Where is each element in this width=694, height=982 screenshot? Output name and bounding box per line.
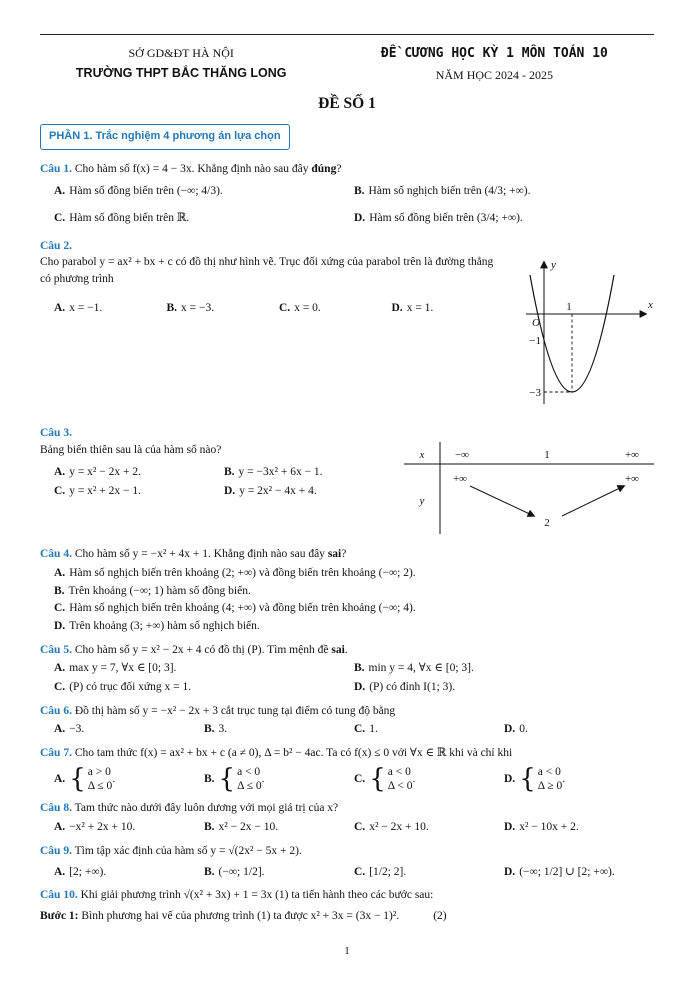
- option-tail: .: [112, 772, 116, 785]
- question-3-body: [40, 442, 654, 540]
- option-c: [279, 300, 392, 317]
- option-c: [54, 483, 224, 500]
- option-letter: A.: [54, 301, 66, 314]
- x-neg-infinity: −∞: [454, 448, 470, 461]
- option-text: y = −3x² + 6x − 1.: [238, 466, 323, 479]
- option-letter: B.: [224, 466, 235, 479]
- option-letter: D.: [504, 772, 516, 785]
- option-letter: B.: [204, 821, 215, 834]
- option-b: [224, 464, 394, 481]
- question-7-stem: [40, 745, 654, 762]
- option-d: [504, 819, 654, 836]
- var-x: x: [419, 448, 425, 461]
- option-a: [54, 765, 204, 794]
- part1-label-box: PHẦN 1. Trắc nghiệm 4 phương án lựa chọn: [40, 124, 290, 150]
- stem-text: Cho hàm số y = −x² + 4x + 1. Khẳng định nào sau đây: [74, 548, 328, 561]
- option-letter: D.: [504, 821, 516, 834]
- option-letter: D.: [54, 620, 66, 633]
- question-6-number: Câu 6.: [40, 704, 72, 717]
- system-line-1: a < 0: [237, 765, 261, 778]
- system-line-2: Δ < 0: [387, 780, 413, 793]
- header: [40, 45, 654, 84]
- question-5-stem: [40, 642, 654, 659]
- stem-text: Đồ thị hàm số y = −x² − 2x + 3 cắt trục tung tại điểm có tung độ bằng: [74, 704, 396, 717]
- option-letter: B.: [54, 584, 65, 597]
- option-d: [224, 483, 394, 500]
- option-text: [2; +∞).: [69, 865, 107, 878]
- question-5-number: Câu 5.: [40, 643, 72, 656]
- system-line-1: a < 0: [387, 765, 411, 778]
- option-text: Hàm số đồng biến trên ℝ.: [69, 211, 190, 224]
- stem-text: Tìm tập xác định của hàm số y = √(2x² − 5x + 2).: [74, 844, 302, 857]
- question-3-number-line: [40, 425, 654, 442]
- question-1-stem: [40, 161, 654, 178]
- option-text: x² − 10x + 2.: [519, 821, 579, 834]
- system-line-2: Δ ≤ 0: [237, 780, 262, 793]
- stem-tail: .: [344, 643, 348, 656]
- question-2: [40, 238, 654, 418]
- option-letter: A.: [54, 185, 66, 198]
- option-letter: C.: [279, 301, 291, 314]
- option-letter: B.: [354, 662, 365, 675]
- option-letter: A.: [54, 821, 66, 834]
- question-4-options: [40, 565, 654, 635]
- option-letter: C.: [354, 865, 366, 878]
- system-line-1: a > 0: [87, 765, 111, 778]
- option-text: 3.: [218, 723, 228, 736]
- option-letter: B.: [166, 301, 178, 314]
- question-6: [40, 703, 654, 738]
- stem-text: Cho hàm số y = x² − 2x + 4 có đồ thị (P). Tìm mệnh đề: [74, 643, 332, 656]
- question-3: [40, 425, 654, 539]
- question-4-stem: [40, 546, 654, 563]
- option-text: x² − 2x − 10.: [218, 821, 279, 834]
- option-letter: C.: [54, 681, 66, 694]
- question-5: [40, 642, 654, 696]
- system-group: [519, 765, 562, 794]
- option-text: 0.: [519, 723, 528, 736]
- tick-minus-1: −1: [529, 335, 541, 348]
- header-left: [40, 45, 322, 84]
- question-10: [40, 887, 654, 924]
- option-c: [354, 721, 504, 738]
- option-a: [54, 660, 354, 677]
- option-a: [54, 565, 654, 582]
- option-c: [354, 819, 504, 836]
- question-7: [40, 745, 654, 793]
- var-y: y: [419, 494, 425, 507]
- option-text: Hàm số nghịch biến trên khoảng (2; +∞) và đồng biến trên khoảng (−∞; 2).: [69, 567, 416, 580]
- option-text: (−∞; 1/2].: [218, 865, 265, 878]
- variation-table-figure: [404, 442, 654, 540]
- option-letter: A.: [54, 466, 66, 479]
- option-letter: D.: [354, 211, 366, 224]
- tick-minus-3: −3: [529, 387, 541, 400]
- option-text: [1/2; 2].: [369, 865, 407, 878]
- option-letter: B.: [204, 865, 215, 878]
- option-d: [354, 206, 654, 231]
- option-text: x = 1.: [406, 301, 434, 314]
- option-text: (P) có trục đối xứng x = 1.: [69, 681, 192, 694]
- option-letter: D.: [504, 723, 516, 736]
- question-1-number: Câu 1.: [40, 162, 72, 175]
- origin-label: O: [532, 317, 540, 330]
- parabola-figure: [514, 254, 654, 418]
- step-ref: (2): [433, 909, 447, 922]
- option-letter: C.: [354, 772, 366, 785]
- variation-table: [404, 442, 654, 534]
- question-9: [40, 843, 654, 880]
- y-right-infinity: +∞: [624, 472, 640, 485]
- option-text: y = x² + 2x − 1.: [69, 485, 141, 498]
- school-name: TRƯỜNG THPT BẮC THĂNG LONG: [75, 66, 287, 81]
- question-8-stem: [40, 800, 654, 817]
- x-axis-label: x: [648, 299, 653, 312]
- tick-1: 1: [566, 301, 572, 314]
- page-number: 1: [344, 945, 350, 958]
- option-text: x² − 2x + 10.: [369, 821, 429, 834]
- option-a: [54, 864, 204, 881]
- question-3-number: Câu 3.: [40, 427, 72, 439]
- option-d: [392, 300, 505, 317]
- option-text: Hàm số nghịch biến trên khoảng (4; +∞) và đồng biến trên khoảng (−∞; 4).: [69, 602, 416, 615]
- option-a: [54, 179, 354, 204]
- y-axis-label: y: [551, 259, 556, 272]
- y-left-infinity: +∞: [452, 472, 468, 485]
- option-text: Hàm số đồng biến trên (3/4; +∞).: [369, 211, 523, 224]
- question-2-body: [40, 254, 654, 418]
- decreasing-arrow: [470, 486, 534, 516]
- header-right: [335, 45, 654, 84]
- option-letter: B.: [204, 723, 215, 736]
- option-c: [54, 206, 354, 231]
- question-3-options: [40, 464, 394, 499]
- option-b: [167, 300, 280, 317]
- question-6-stem: [40, 703, 654, 720]
- option-text: (−∞; 1/2] ∪ [2; +∞).: [519, 865, 615, 878]
- option-d: [504, 765, 654, 794]
- option-tail: .: [261, 772, 265, 785]
- option-c: [354, 864, 504, 881]
- question-4-number: Câu 4.: [40, 548, 72, 561]
- option-letter: D.: [354, 681, 366, 694]
- option-letter: C.: [54, 211, 66, 224]
- question-3-stem: Bảng biến thiên sau là của hàm số nào?: [40, 443, 222, 456]
- option-d: [504, 721, 654, 738]
- question-2-number: Câu 2.: [40, 239, 72, 252]
- system-lines: [237, 765, 262, 794]
- option-b: [354, 660, 654, 677]
- brace-glyph: {: [69, 764, 86, 795]
- question-7-options: [40, 765, 654, 794]
- option-text: min y = 4, ∀x ∈ [0; 3].: [368, 662, 474, 675]
- option-d: [354, 679, 654, 696]
- option-a: [54, 721, 204, 738]
- school-year: NĂM HỌC 2024 - 2025: [435, 67, 554, 82]
- system-group: [369, 765, 412, 794]
- question-5-options: [40, 660, 654, 695]
- stem-emphasis: sai: [331, 643, 345, 656]
- question-2-options: [40, 300, 504, 317]
- question-1-options: [40, 179, 654, 230]
- option-b: [204, 864, 354, 881]
- option-text: (P) có đỉnh I(1; 3).: [369, 681, 456, 694]
- system-line-2: Δ ≤ 0: [87, 780, 113, 793]
- question-8-options: [40, 819, 654, 836]
- option-letter: C.: [54, 602, 66, 615]
- option-letter: A.: [54, 723, 66, 736]
- option-letter: A.: [54, 662, 66, 675]
- option-letter: B.: [354, 185, 365, 198]
- brace-glyph: {: [519, 764, 536, 795]
- parabola-graph: [514, 254, 654, 412]
- option-text: x = −1.: [69, 301, 103, 314]
- option-text: y = x² − 2x + 2.: [69, 466, 141, 479]
- question-2-left: [40, 254, 514, 316]
- option-a: [54, 464, 224, 481]
- question-9-options: [40, 864, 654, 881]
- stem-tail: ?: [341, 548, 347, 561]
- system-lines: [387, 765, 416, 794]
- option-tail: .: [562, 772, 566, 785]
- option-text: Trên khoảng (−∞; 1) hàm số đồng biến.: [68, 584, 251, 597]
- option-letter: A.: [54, 865, 66, 878]
- question-8-number: Câu 8.: [40, 802, 72, 815]
- option-b: [204, 721, 354, 738]
- option-text: −x² + 2x + 10.: [69, 821, 136, 834]
- option-b: [54, 583, 654, 600]
- option-b: [204, 819, 354, 836]
- system-line-2: Δ ≥ 0: [537, 780, 563, 793]
- option-c: [54, 679, 354, 696]
- question-7-number: Câu 7.: [40, 747, 72, 760]
- stem-text: Cho tam thức f(x) = ax² + bx + c (a ≠ 0), Δ = b² − 4ac. Ta có f(x) ≤ 0 với ∀x ∈ ℝ khi và chỉ khi: [74, 747, 513, 760]
- option-b: [204, 765, 354, 794]
- system-lines: [87, 765, 116, 794]
- question-4: [40, 546, 654, 634]
- system-lines: [537, 765, 566, 794]
- option-letter: C.: [354, 821, 366, 834]
- option-d: [504, 864, 654, 881]
- option-text: x = −3.: [181, 301, 215, 314]
- question-9-number: Câu 9.: [40, 844, 72, 857]
- option-a: [54, 819, 204, 836]
- question-2-number-line: [40, 238, 654, 255]
- system-group: [69, 765, 112, 794]
- option-letter: C.: [354, 723, 366, 736]
- option-letter: D.: [391, 301, 403, 314]
- x-mid-value: 1: [544, 448, 550, 461]
- department-name: SỞ GD&ĐT HÀ NỘI: [128, 46, 234, 60]
- option-letter: C.: [54, 485, 66, 498]
- option-c: [54, 600, 654, 617]
- question-3-left: [40, 442, 404, 500]
- option-text: −3.: [69, 723, 85, 736]
- option-letter: A.: [54, 772, 66, 785]
- x-pos-infinity: +∞: [624, 448, 640, 461]
- exam-number-title: ĐỀ SỐ 1: [318, 95, 376, 113]
- part1-box-wrap: [40, 123, 654, 154]
- option-tail: .: [412, 772, 416, 785]
- stem-tail: ?: [336, 162, 342, 175]
- question-6-options: [40, 721, 654, 738]
- step-text: Bình phương hai vế của phương trình (1) ta được x² + 3x = (3x − 1)².: [81, 909, 400, 922]
- question-8: [40, 800, 654, 835]
- option-d: [54, 618, 654, 635]
- top-rule: [40, 34, 654, 35]
- option-text: max y = 7, ∀x ∈ [0; 3].: [69, 662, 177, 675]
- option-letter: B.: [204, 772, 215, 785]
- question-10-number: Câu 10.: [40, 889, 78, 902]
- question-9-stem: [40, 843, 654, 860]
- brace-glyph: {: [369, 764, 386, 795]
- y-min-value: 2: [544, 516, 550, 529]
- option-letter: D.: [224, 485, 236, 498]
- increasing-arrow: [562, 486, 624, 516]
- question-1: [40, 161, 654, 231]
- system-group: [219, 765, 262, 794]
- option-text: 1.: [369, 723, 378, 736]
- system-line-1: a < 0: [537, 765, 561, 778]
- option-c: [354, 765, 504, 794]
- stem-text: Khi giải phương trình √(x² + 3x) + 1 = 3x (1) ta tiến hành theo các bước sau:: [80, 889, 434, 902]
- option-text: x = 0.: [294, 301, 321, 314]
- option-text: Hàm số nghịch biến trên (4/3; +∞).: [368, 185, 531, 198]
- question-10-stem: [40, 887, 654, 904]
- option-letter: A.: [54, 567, 66, 580]
- question-2-stem: Cho parabol y = ax² + bx + c có đồ thị như hình vẽ. Trục đối xứng của parabol trên là đường thẳng có phương trình: [40, 256, 494, 285]
- option-text: Hàm số đồng biến trên (−∞; 4/3).: [69, 185, 223, 198]
- option-text: Trên khoảng (3; +∞) hàm số nghịch biến.: [69, 620, 260, 633]
- stem-text: Tam thức nào dưới đây luôn dương với mọi giá trị của x?: [74, 802, 339, 815]
- option-letter: D.: [504, 865, 516, 878]
- option-text: y = 2x² − 4x + 4.: [239, 485, 317, 498]
- option-b: [354, 179, 654, 204]
- stem-emphasis: sai: [327, 548, 342, 561]
- question-10-step1: [40, 908, 654, 925]
- exam-series-title: ĐỀ CƯƠNG HỌC KỲ 1 MÔN TOÁN 10: [380, 46, 608, 61]
- stem-emphasis: đúng: [311, 162, 337, 175]
- option-a: [54, 300, 167, 317]
- brace-glyph: {: [218, 764, 236, 795]
- stem-text: Cho hàm số f(x) = 4 − 3x. Khẳng định nào sau đây: [74, 162, 312, 175]
- step-label: Bước 1:: [40, 909, 79, 922]
